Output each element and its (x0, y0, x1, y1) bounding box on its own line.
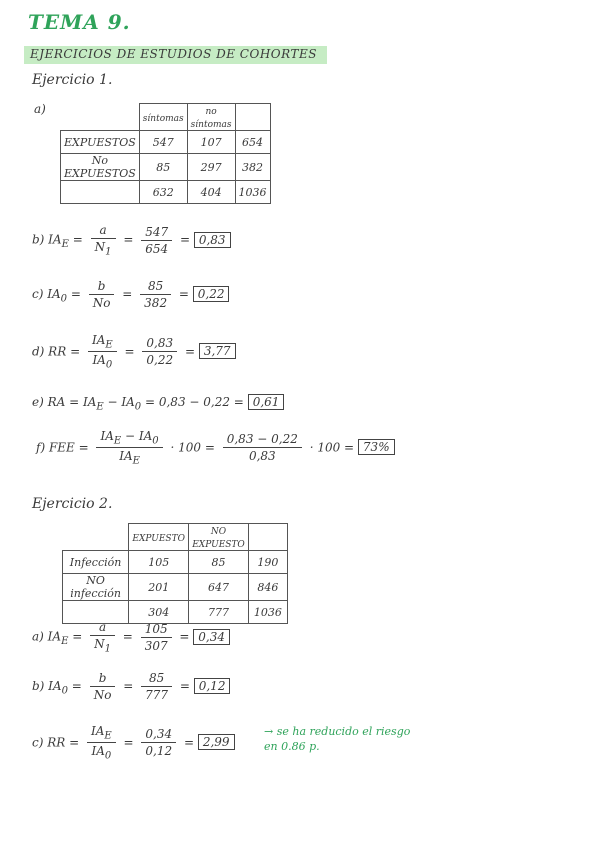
table-cell: 107 (187, 131, 235, 154)
ex1-d-result: 3,77 (199, 343, 236, 359)
table-row (63, 524, 288, 551)
table-cell: 632 (139, 181, 187, 204)
table-cell: 85 (139, 154, 187, 181)
table-row (63, 551, 288, 574)
ex1-c-result: 0,22 (193, 286, 230, 302)
table-cell: 547 (139, 131, 187, 154)
ex1-b-result: 0,83 (194, 232, 231, 248)
table-row (61, 181, 271, 204)
table-header-cell (235, 104, 270, 131)
ex1-f-result: 73% (358, 439, 395, 455)
ex1-c-formula: c) $IA_0$ = $\frac{b}{No}$ = $\frac{85}{382}$ = 0,22 (32, 279, 229, 310)
table-cell: 404 (187, 181, 235, 204)
page-title: TEMA 9. (28, 10, 131, 34)
table-cell: 647 (189, 574, 249, 601)
ex2-a-formula: a) $IA_E$ = $\frac{a}{N_1}$ = $\frac{105}{307}$ = 0,34 (32, 620, 230, 654)
table-cell: 297 (187, 154, 235, 181)
table-row (61, 131, 271, 154)
table-header-cell: EXPUESTO (129, 524, 189, 551)
ex1-contingency-table (60, 103, 271, 204)
table-cell: NO infección (63, 574, 129, 601)
ex1-f-formula: f) FEE = $\frac{IA_E - IA_0}{IA_E}$ · 100 = $\frac{0,83 - 0,22}{0,83}$ · 100 = 73% (36, 429, 395, 467)
ex1-b-formula: b) $IA_E$ = $\frac{a}{N_1}$ = $\frac{547}{654}$ = 0,83 (32, 223, 231, 257)
table-row (61, 104, 271, 131)
table-cell: 201 (129, 574, 189, 601)
table-cell: 654 (235, 131, 270, 154)
ex2-c-formula: c) RR = $\frac{IA_E}{IA_0}$ = $\frac{0,34}{0,12}$ = 2,99 (32, 724, 235, 762)
table-cell: 85 (189, 551, 249, 574)
table-cell: Infección (63, 551, 129, 574)
table-cell: 304 (129, 601, 189, 624)
table-cell: 777 (189, 601, 249, 624)
ex1-d-formula: d) RR = $\frac{IA_E}{IA_0}$ = $\frac{0,83}{0,22}$ = 3,77 (32, 333, 236, 371)
exercise-2-heading: Ejercicio 2. (32, 496, 113, 512)
ex2-b-formula: b) $IA_0$ = $\frac{b}{No}$ = $\frac{85}{777}$ = 0,12 (32, 671, 230, 702)
table-header-cell: síntomas (139, 104, 187, 131)
table-cell (61, 104, 140, 131)
section-subtitle-highlight: EJERCICIOS DE ESTUDIOS DE COHORTES (24, 46, 327, 64)
table-cell (63, 524, 129, 551)
exercise-1-heading: Ejercicio 1. (32, 72, 113, 88)
ex1-e-result: 0,61 (248, 394, 285, 410)
table-cell (61, 181, 140, 204)
table-cell: 105 (129, 551, 189, 574)
table-cell: No EXPUESTOS (61, 154, 140, 181)
table-cell: 846 (248, 574, 287, 601)
ex2-b-result: 0,12 (194, 678, 231, 694)
ex1-a-label: a) (34, 102, 46, 116)
ex1-e-formula: e) RA = $IA_E - IA_0 = 0,83 - 0,22 = 0,61$ (32, 395, 284, 412)
table-header-cell: NO EXPUESTO (189, 524, 249, 551)
table-cell: EXPUESTOS (61, 131, 140, 154)
table-row (61, 154, 271, 181)
table-cell: 190 (248, 551, 287, 574)
ex2-a-result: 0,34 (193, 629, 230, 645)
table-row (63, 574, 288, 601)
ex2-contingency-table (62, 523, 288, 624)
table-header-cell (248, 524, 287, 551)
table-cell: 1036 (248, 601, 287, 624)
table-cell: 1036 (235, 181, 270, 204)
ex2-c-result: 2,99 (198, 734, 235, 750)
ex2-note: → se ha reducido el riesgo en 0.86 p. (264, 725, 411, 753)
table-cell: 382 (235, 154, 270, 181)
table-header-cell: no síntomas (187, 104, 235, 131)
